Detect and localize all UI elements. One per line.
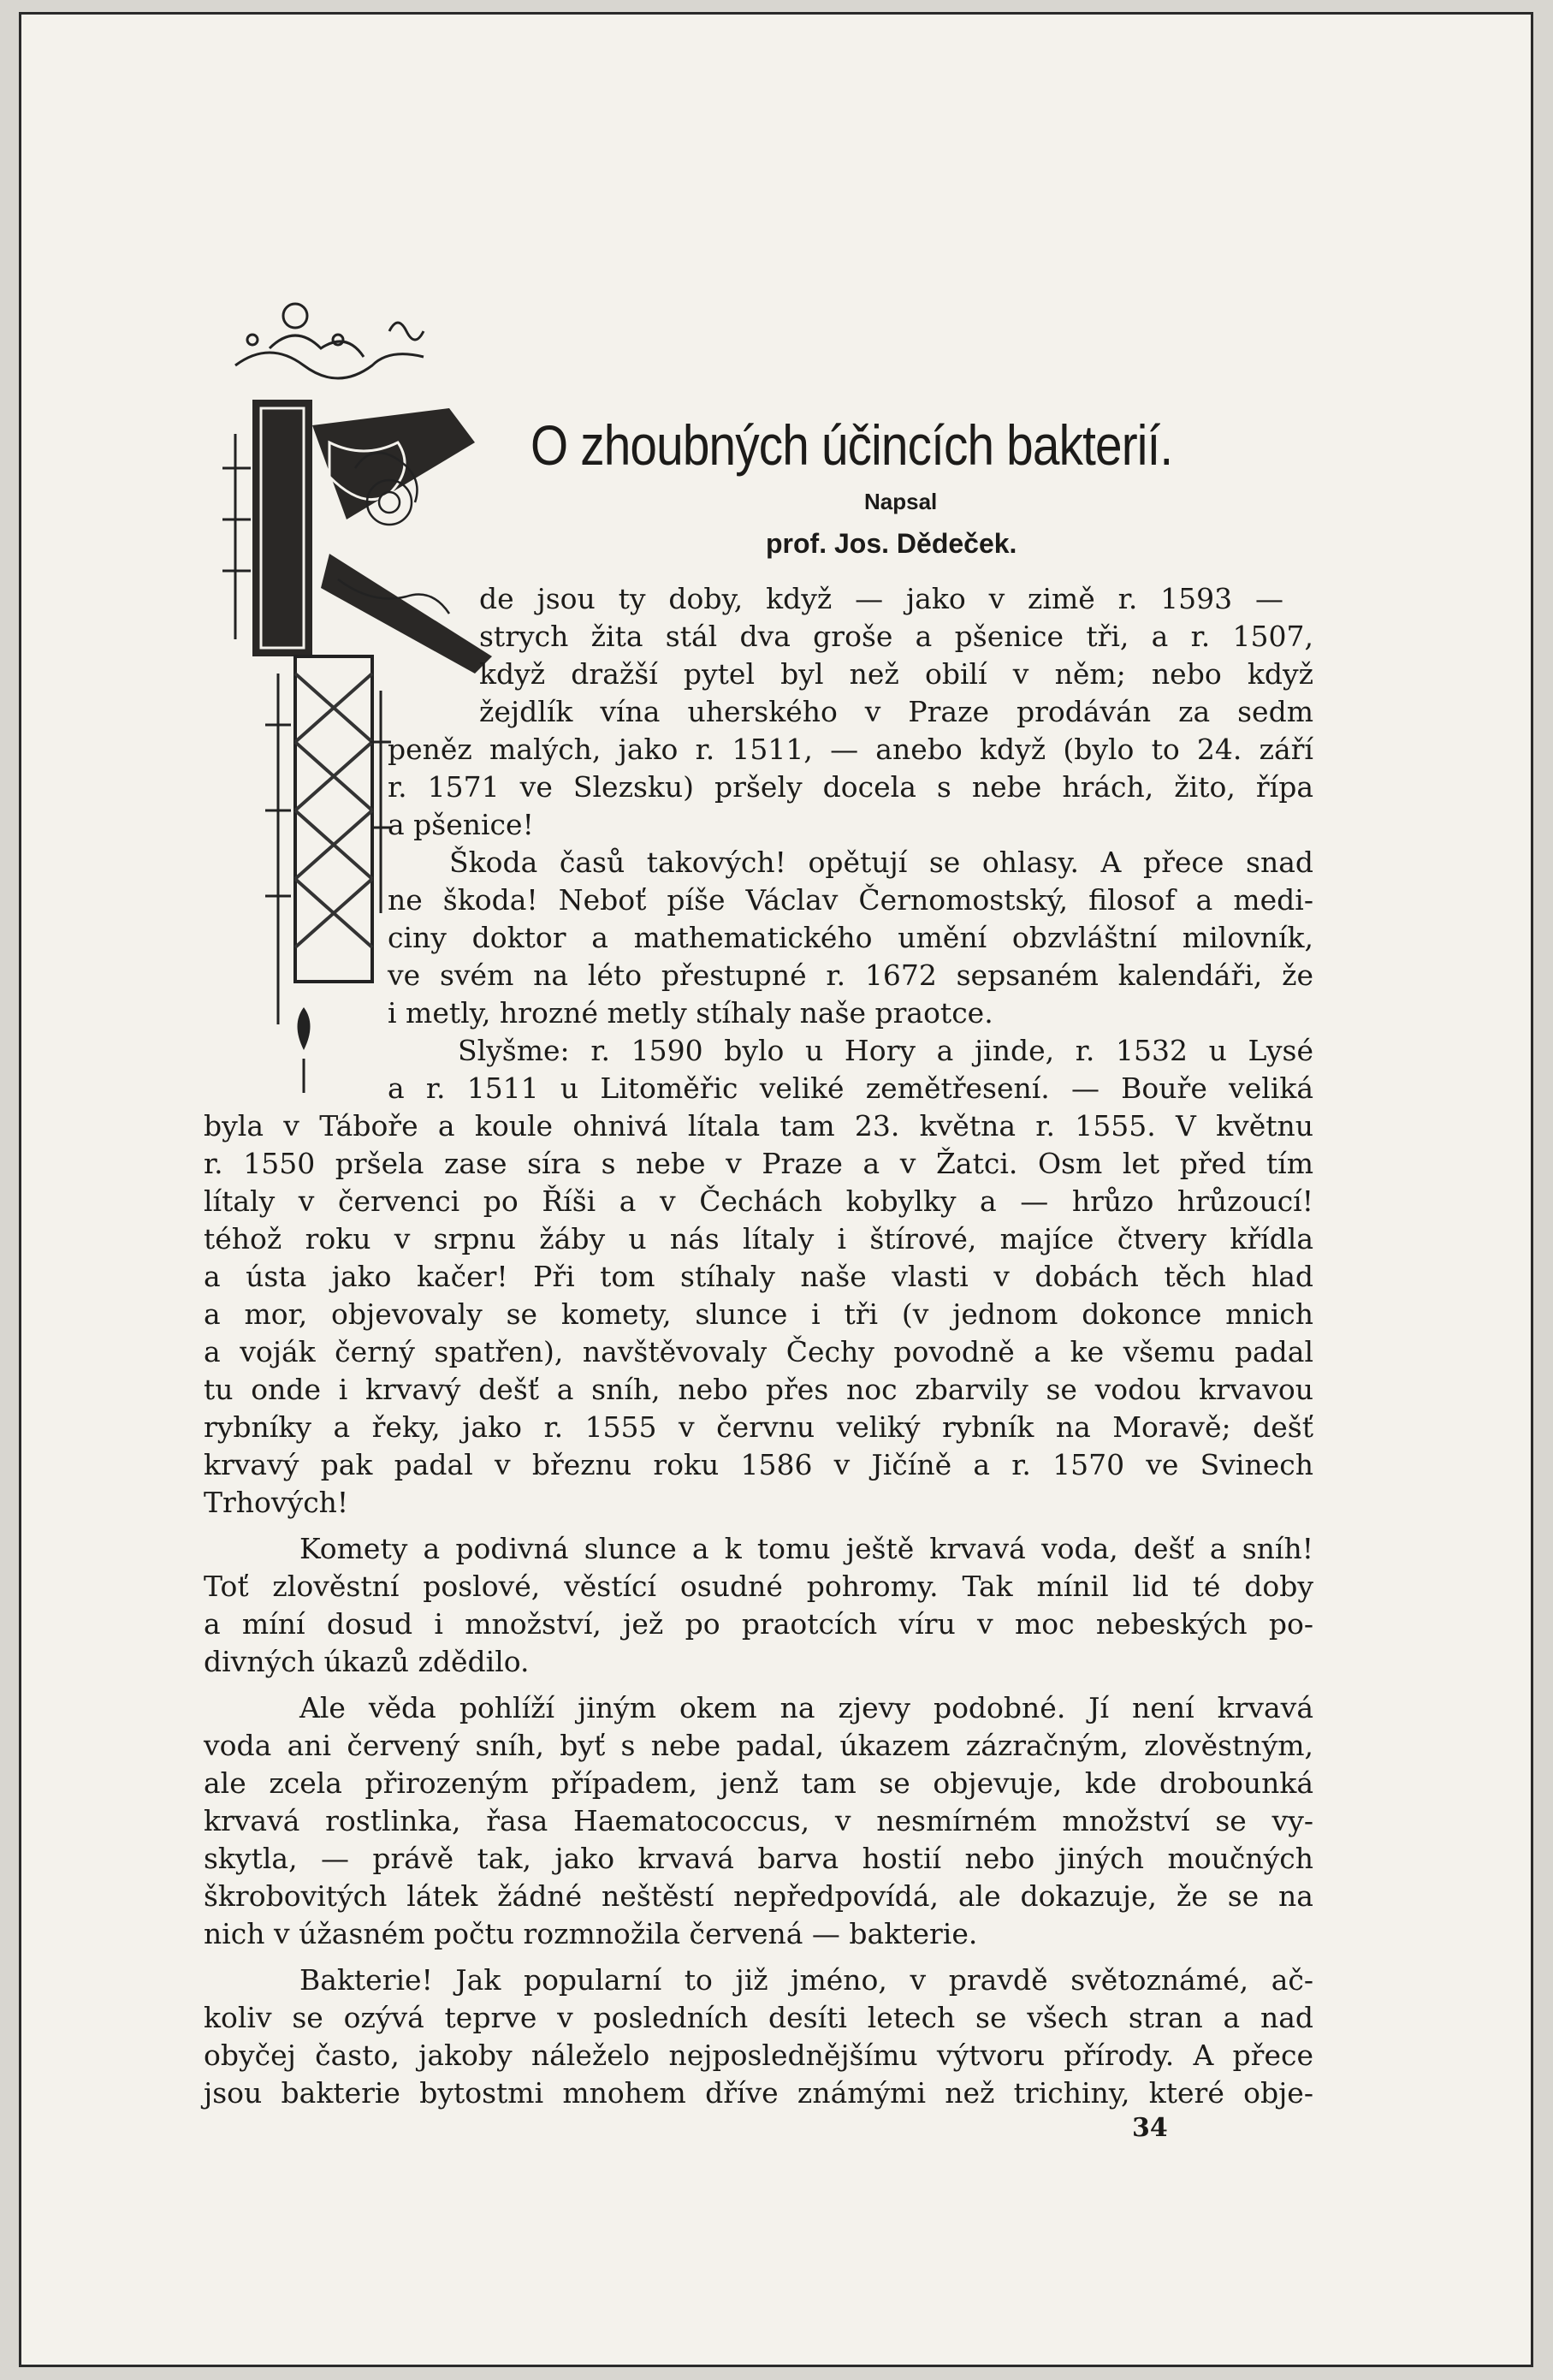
text-line: Toť zlověstní poslové, věstící osudné pohromy. Tak mínil lid té doby bbox=[204, 1570, 1313, 1603]
article-title: O zhoubných účincích bakterií. bbox=[531, 413, 1173, 477]
text-line: Škoda časů takových! opětují se ohlasy. A přece snad bbox=[449, 846, 1313, 879]
text-line: obyčej často, jakoby náleželo nejposlednějšímu výtvoru přírody. A přece bbox=[204, 2039, 1313, 2072]
text-line: strych žita stál dva groše a pšenice tři, a r. 1507, bbox=[479, 620, 1313, 653]
text-line: ve svém na léto přestupné r. 1672 sepsaném kalendáři, že bbox=[388, 959, 1313, 992]
text-line: skytla, — právě tak, jako krvavá barva hostií nebo jiných moučných bbox=[204, 1842, 1313, 1875]
text-line: a voják černý spatřen), navštěvovaly Čechy povodně a ke všemu padal bbox=[204, 1335, 1313, 1368]
text-line: voda ani červený sníh, byť s nebe padal, úkazem zázračným, zlověstným, bbox=[204, 1729, 1313, 1762]
text-line: a r. 1511 u Litoměřic veliké zemětřesení. — Bouře veliká bbox=[388, 1071, 1313, 1105]
text-line: a pšenice! bbox=[388, 808, 534, 841]
text-line: ale zcela přirozeným případem, jenž tam se objevuje, kde drobounká bbox=[204, 1766, 1313, 1800]
text-line: Bakterie! Jak popularní to již jméno, v pravdě světoznámé, ač- bbox=[299, 1963, 1313, 1997]
text-line: a ústa jako kačer! Při tom stíhaly naše vlasti v dobách těch hlad bbox=[204, 1260, 1313, 1293]
book-page bbox=[19, 12, 1533, 2367]
text-line: nich v úžasném počtu rozmnožila červená — bakterie. bbox=[204, 1917, 978, 1950]
text-line: r. 1571 ve Slezsku) pršely docela s nebe hrách, žito, řípa bbox=[388, 770, 1313, 804]
text-line: když dražší pytel byl než obilí v něm; nebo když bbox=[479, 657, 1313, 691]
byline-author: prof. Jos. Dědeček. bbox=[766, 528, 1017, 559]
text-line: krvavá rostlinka, řasa Haematococcus, v nesmírném množství se vy- bbox=[204, 1804, 1313, 1837]
text-line: krvavý pak padal v březnu roku 1586 v Jičíně a r. 1570 ve Svinech bbox=[204, 1448, 1313, 1481]
text-line: jsou bakterie bytostmi mnohem dříve známými než trichiny, které obje- bbox=[204, 2076, 1313, 2110]
text-line: rybníky a řeky, jako r. 1555 v červnu veliký rybník na Moravě; dešť bbox=[204, 1410, 1313, 1444]
page-number: 34 bbox=[1132, 2113, 1168, 2143]
text-line: škrobovitých látek žádné neštěstí nepředpovídá, ale dokazuje, že se na bbox=[204, 1879, 1313, 1913]
text-line: a mor, objevovaly se komety, slunce i tři (v jednom dokonce mnich bbox=[204, 1297, 1313, 1331]
text-line: i metly, hrozné metly stíhaly naše praotce. bbox=[388, 996, 993, 1030]
text-line: ne škoda! Neboť píše Václav Černomostský, filosof a medi- bbox=[388, 883, 1313, 917]
text-line: r. 1550 pršela zase síra s nebe v Praze a v Žatci. Osm let před tím bbox=[204, 1147, 1313, 1180]
text-line: Slyšme: r. 1590 bylo u Hory a jinde, r. 1532 u Lysé bbox=[458, 1034, 1313, 1067]
text-line: Ale věda pohlíží jiným okem na zjevy podobné. Jí není krvavá bbox=[299, 1691, 1313, 1724]
text-line: byla v Táboře a koule ohnivá lítala tam 23. května r. 1555. V květnu bbox=[204, 1109, 1313, 1143]
text-line: ciny doktor a mathematického umění obzvláštní milovník, bbox=[388, 921, 1313, 954]
text-line: Trhových! bbox=[204, 1486, 349, 1519]
text-line: divných úkazů zdědilo. bbox=[204, 1645, 530, 1678]
byline-label: Napsal bbox=[864, 489, 938, 514]
text-line: koliv se ozývá teprve v posledních desíti letech se všech stran a nad bbox=[204, 2001, 1313, 2034]
text-line: peněz malých, jako r. 1511, — anebo když (bylo to 24. září bbox=[388, 733, 1313, 766]
text-line: a míní dosud i množství, jež po praotcích víru v moc nebeských po- bbox=[204, 1607, 1313, 1641]
text-line: de jsou ty doby, když — jako v zimě r. 1593 — bbox=[479, 582, 1283, 615]
text-line: Komety a podivná slunce a k tomu ještě krvavá voda, dešť a sníh! bbox=[299, 1532, 1313, 1565]
text-line: žejdlík vína uherského v Praze prodáván za sedm bbox=[479, 695, 1313, 728]
text-line: tu onde i krvavý dešť a sníh, nebo přes noc zbarvily se vodou krvavou bbox=[204, 1373, 1313, 1406]
text-line: téhož roku v srpnu žáby u nás lítaly i štírové, majíce čtvery křídla bbox=[204, 1222, 1313, 1255]
text-line: lítaly v červenci po Říši a v Čechách kobylky a — hrůzo hrůzoucí! bbox=[204, 1184, 1313, 1218]
